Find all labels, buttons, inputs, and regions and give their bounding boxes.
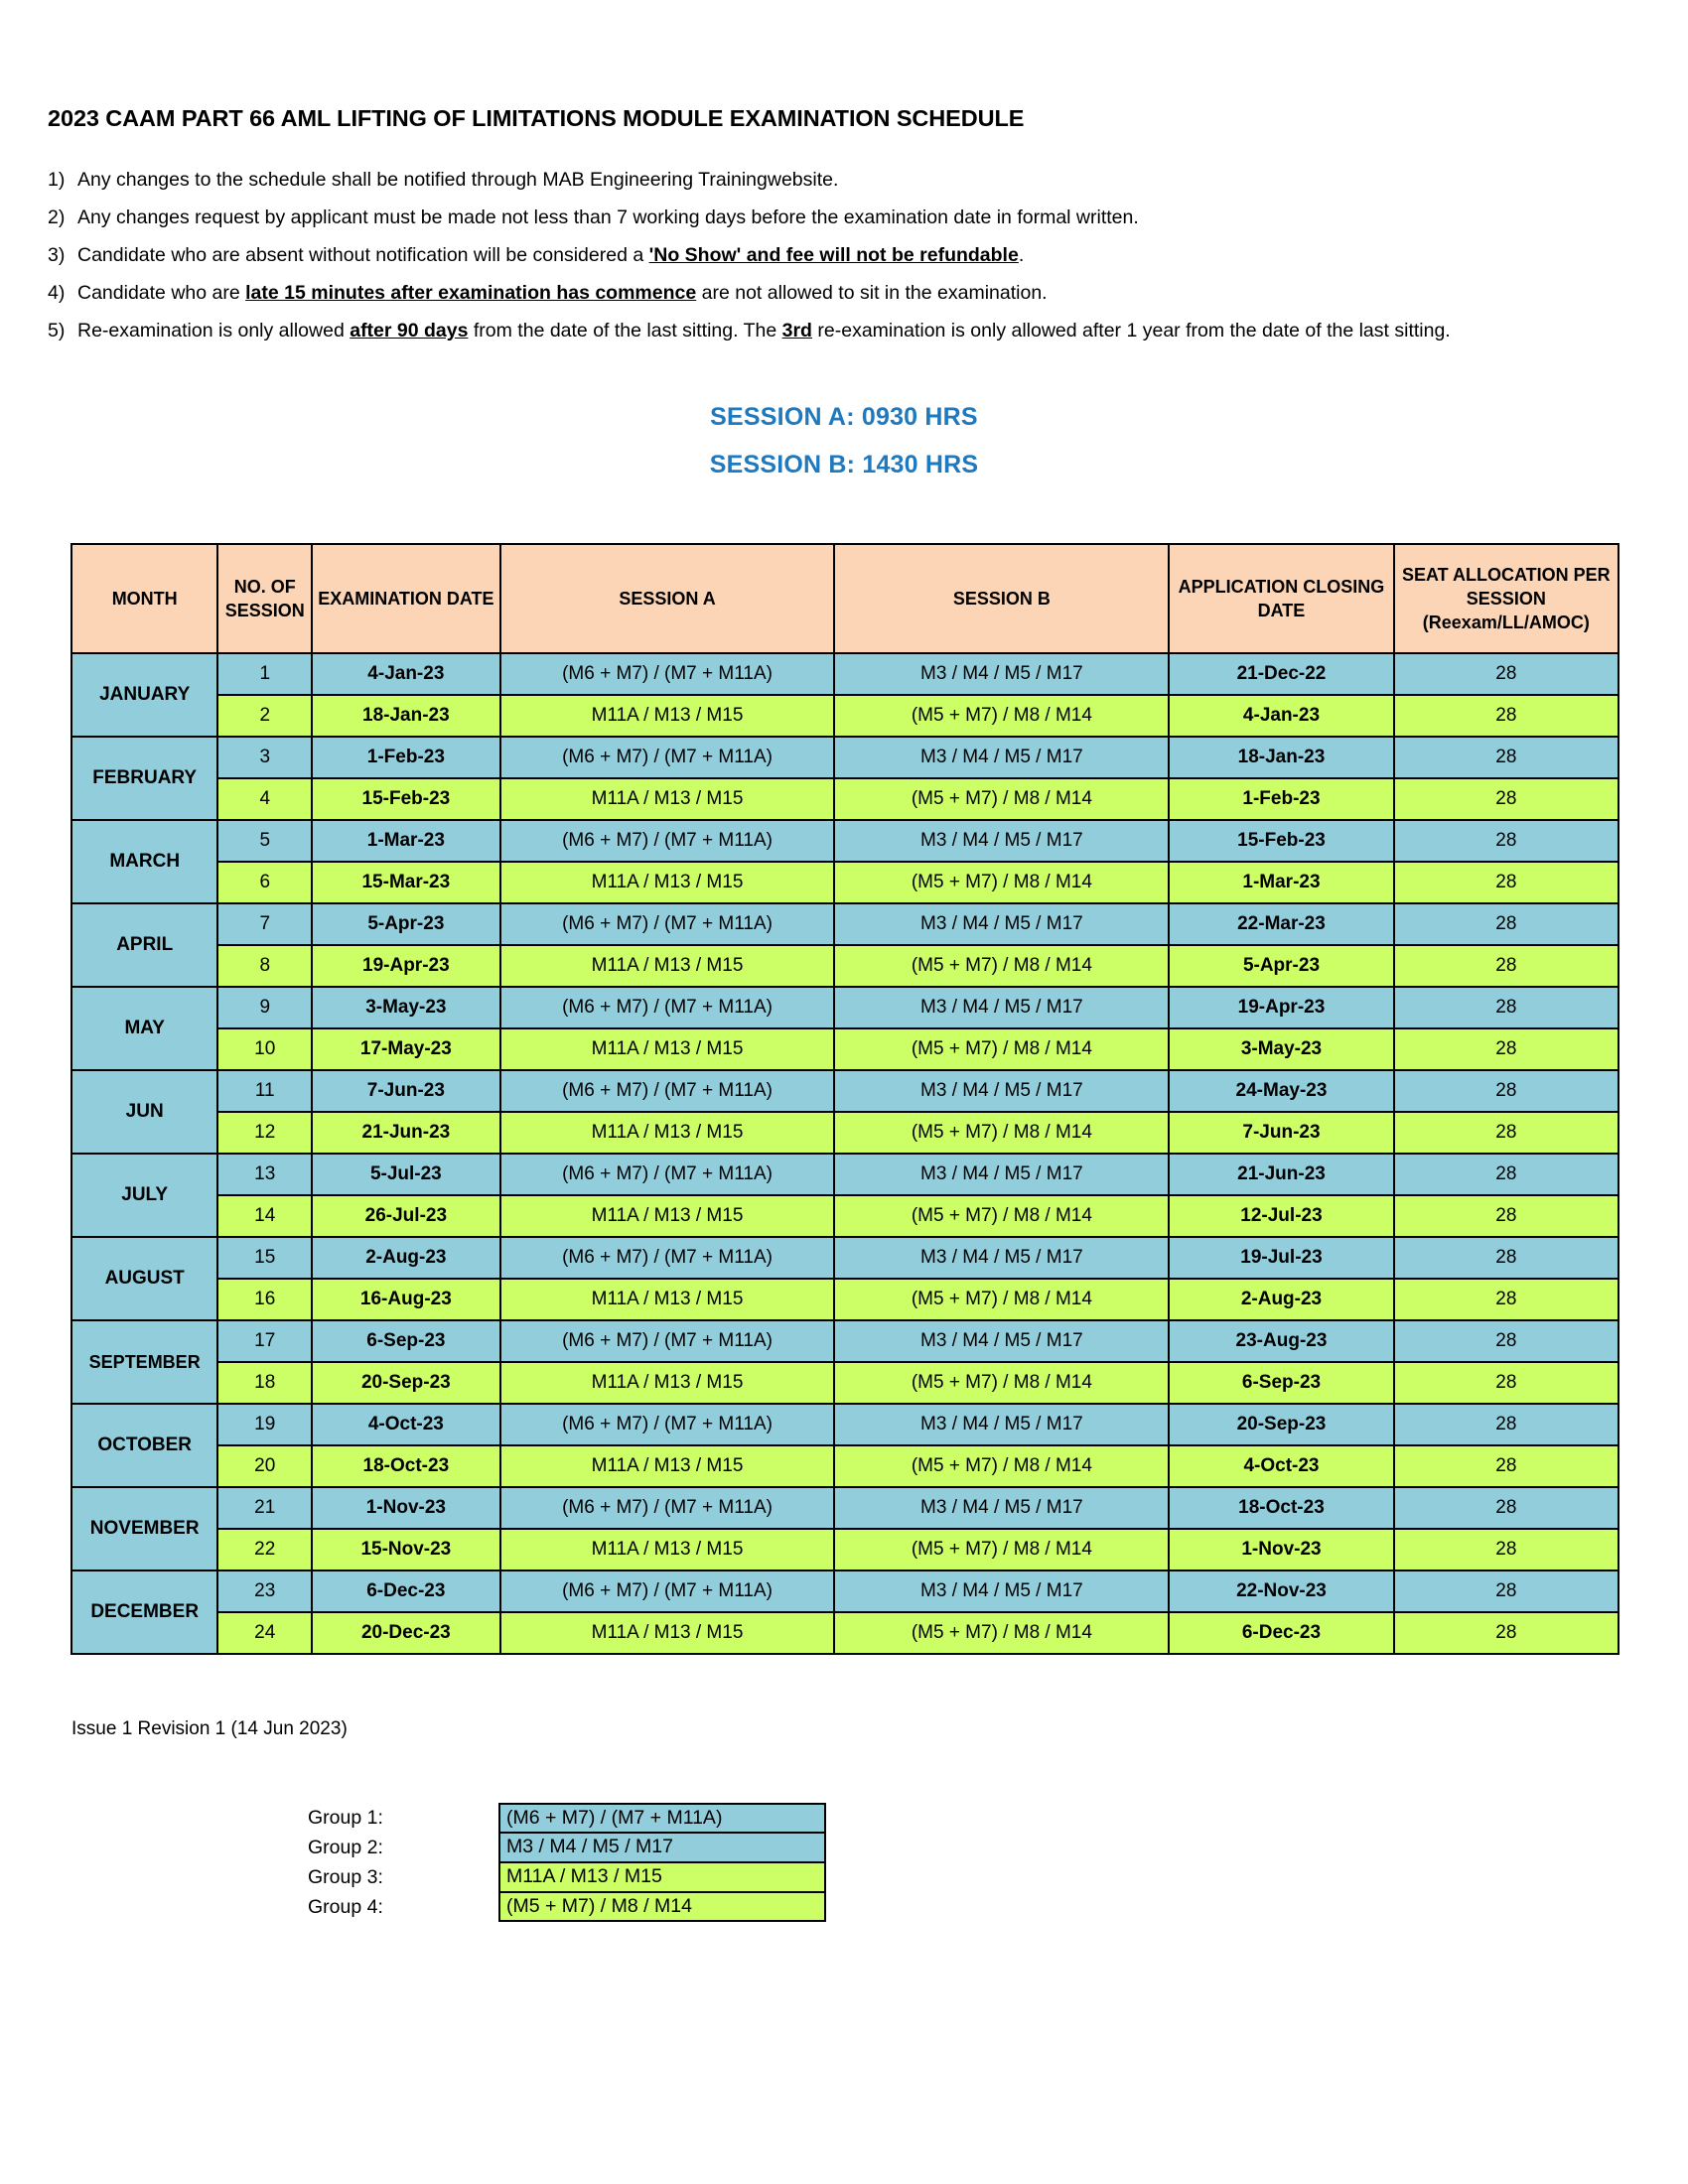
cell-session-a: (M6 + M7) / (M7 + M11A) bbox=[500, 903, 835, 945]
cell-seat-allocation: 28 bbox=[1394, 1154, 1618, 1195]
cell-session-b: M3 / M4 / M5 / M17 bbox=[834, 1487, 1169, 1529]
table-row bbox=[71, 1487, 1618, 1529]
cell-examination-date: 20-Sep-23 bbox=[312, 1362, 499, 1404]
cell-application-closing-date: 6-Dec-23 bbox=[1169, 1612, 1393, 1654]
table-body bbox=[71, 653, 1618, 1654]
cell-session-a: M11A / M13 / M15 bbox=[500, 862, 835, 903]
cell-session-a: M11A / M13 / M15 bbox=[500, 1362, 835, 1404]
note-text: Any changes to the schedule shall be notified through MAB Engineering Trainingwebsite. bbox=[77, 169, 839, 191]
cell-session-b: M3 / M4 / M5 / M17 bbox=[834, 737, 1169, 778]
col-header-month: MONTH bbox=[71, 544, 217, 653]
legend-row bbox=[308, 1892, 826, 1922]
legend-label: Group 4: bbox=[308, 1895, 383, 1918]
group-legend bbox=[308, 1803, 826, 1922]
legend-label: Group 3: bbox=[308, 1865, 383, 1888]
cell-session-b: M3 / M4 / M5 / M17 bbox=[834, 820, 1169, 862]
cell-session-b: (M5 + M7) / M8 / M14 bbox=[834, 1112, 1169, 1154]
cell-session-number: 1 bbox=[217, 653, 312, 695]
cell-session-number: 13 bbox=[217, 1154, 312, 1195]
table-row bbox=[71, 1070, 1618, 1112]
cell-application-closing-date: 1-Nov-23 bbox=[1169, 1529, 1393, 1570]
cell-session-number: 22 bbox=[217, 1529, 312, 1570]
cell-application-closing-date: 19-Apr-23 bbox=[1169, 987, 1393, 1028]
col-header-seat-allocation bbox=[1394, 544, 1618, 653]
cell-application-closing-date: 18-Jan-23 bbox=[1169, 737, 1393, 778]
table-header bbox=[71, 544, 1618, 653]
cell-session-a: (M6 + M7) / (M7 + M11A) bbox=[500, 1320, 835, 1362]
cell-session-a: M11A / M13 / M15 bbox=[500, 1112, 835, 1154]
cell-examination-date: 17-May-23 bbox=[312, 1028, 499, 1070]
legend-value-box: (M5 + M7) / M8 / M14 bbox=[498, 1892, 826, 1922]
cell-application-closing-date: 1-Feb-23 bbox=[1169, 778, 1393, 820]
session-b-time: SESSION B: 1430 HRS bbox=[709, 451, 979, 478]
cell-examination-date: 18-Jan-23 bbox=[312, 695, 499, 737]
cell-examination-date: 7-Jun-23 bbox=[312, 1070, 499, 1112]
note-number: 5) bbox=[48, 320, 66, 341]
col-header-seat-allocation-sub: (Reexam/LL/AMOC) bbox=[1422, 613, 1590, 632]
table-row bbox=[71, 1028, 1618, 1070]
cell-session-number: 20 bbox=[217, 1445, 312, 1487]
cell-session-b: M3 / M4 / M5 / M17 bbox=[834, 1570, 1169, 1612]
cell-application-closing-date: 5-Apr-23 bbox=[1169, 945, 1393, 987]
cell-examination-date: 15-Feb-23 bbox=[312, 778, 499, 820]
table-header-row bbox=[71, 544, 1618, 653]
col-header-examination-date bbox=[312, 544, 499, 653]
col-header-session-a: SESSION A bbox=[500, 544, 835, 653]
page-title: 2023 CAAM PART 66 AML LIFTING OF LIMITATIONS MODULE EXAMINATION SCHEDULE bbox=[48, 105, 1025, 131]
cell-examination-date: 1-Feb-23 bbox=[312, 737, 499, 778]
session-times bbox=[0, 393, 1688, 488]
table-row bbox=[71, 1320, 1618, 1362]
legend-row bbox=[308, 1862, 826, 1892]
cell-session-a: M11A / M13 / M15 bbox=[500, 1445, 835, 1487]
cell-month: NOVEMBER bbox=[71, 1487, 217, 1570]
cell-session-a: (M6 + M7) / (M7 + M11A) bbox=[500, 1237, 835, 1279]
cell-session-a: M11A / M13 / M15 bbox=[500, 1529, 835, 1570]
cell-month: JANUARY bbox=[71, 653, 217, 737]
table-row bbox=[71, 1154, 1618, 1195]
table-row bbox=[71, 1445, 1618, 1487]
cell-session-b: M3 / M4 / M5 / M17 bbox=[834, 1404, 1169, 1445]
table-row bbox=[71, 820, 1618, 862]
legend-label: Group 1: bbox=[308, 1806, 383, 1829]
note-item bbox=[48, 203, 1636, 233]
cell-seat-allocation: 28 bbox=[1394, 1404, 1618, 1445]
table-row bbox=[71, 1570, 1618, 1612]
cell-session-number: 19 bbox=[217, 1404, 312, 1445]
cell-examination-date: 4-Oct-23 bbox=[312, 1404, 499, 1445]
cell-session-a: (M6 + M7) / (M7 + M11A) bbox=[500, 1487, 835, 1529]
cell-session-a: M11A / M13 / M15 bbox=[500, 1279, 835, 1320]
cell-examination-date: 20-Dec-23 bbox=[312, 1612, 499, 1654]
cell-session-a: M11A / M13 / M15 bbox=[500, 1612, 835, 1654]
cell-month: SEPTEMBER bbox=[71, 1320, 217, 1404]
note-number: 2) bbox=[48, 206, 66, 228]
cell-session-number: 12 bbox=[217, 1112, 312, 1154]
table-row bbox=[71, 862, 1618, 903]
note-emphasis: 'No Show' and fee will not be refundable bbox=[648, 244, 1019, 266]
cell-examination-date: 5-Apr-23 bbox=[312, 903, 499, 945]
col-header-no-of-session bbox=[217, 544, 312, 653]
cell-examination-date: 4-Jan-23 bbox=[312, 653, 499, 695]
cell-session-b: (M5 + M7) / M8 / M14 bbox=[834, 1279, 1169, 1320]
cell-session-number: 2 bbox=[217, 695, 312, 737]
cell-seat-allocation: 28 bbox=[1394, 1195, 1618, 1237]
issue-revision-line: Issue 1 Revision 1 (14 Jun 2023) bbox=[71, 1718, 348, 1739]
note-item bbox=[48, 240, 1636, 271]
cell-session-number: 15 bbox=[217, 1237, 312, 1279]
cell-examination-date: 5-Jul-23 bbox=[312, 1154, 499, 1195]
legend-value-box: M11A / M13 / M15 bbox=[498, 1862, 826, 1892]
cell-seat-allocation: 28 bbox=[1394, 778, 1618, 820]
legend-label: Group 2: bbox=[308, 1836, 383, 1858]
table-row bbox=[71, 737, 1618, 778]
cell-seat-allocation: 28 bbox=[1394, 945, 1618, 987]
cell-month: MAY bbox=[71, 987, 217, 1070]
cell-application-closing-date: 6-Sep-23 bbox=[1169, 1362, 1393, 1404]
note-text: Re-examination is only allowed after 90 days from the date of the last sitting. The 3rd re-examination is only allowed after 1 year from the date of the last sitting. bbox=[77, 320, 1451, 341]
cell-examination-date: 26-Jul-23 bbox=[312, 1195, 499, 1237]
cell-month: AUGUST bbox=[71, 1237, 217, 1320]
cell-session-b: M3 / M4 / M5 / M17 bbox=[834, 653, 1169, 695]
cell-session-b: M3 / M4 / M5 / M17 bbox=[834, 1320, 1169, 1362]
note-item bbox=[48, 278, 1636, 309]
cell-session-number: 10 bbox=[217, 1028, 312, 1070]
table-row bbox=[71, 1362, 1618, 1404]
cell-seat-allocation: 28 bbox=[1394, 1070, 1618, 1112]
col-header-examination-date-text: EXAMINATION DATE bbox=[318, 589, 494, 609]
cell-session-b: M3 / M4 / M5 / M17 bbox=[834, 1237, 1169, 1279]
cell-application-closing-date: 19-Jul-23 bbox=[1169, 1237, 1393, 1279]
cell-seat-allocation: 28 bbox=[1394, 695, 1618, 737]
cell-seat-allocation: 28 bbox=[1394, 903, 1618, 945]
cell-session-a: (M6 + M7) / (M7 + M11A) bbox=[500, 653, 835, 695]
table-row bbox=[71, 903, 1618, 945]
note-emphasis: after 90 days bbox=[350, 320, 469, 341]
legend-value-box: (M6 + M7) / (M7 + M11A) bbox=[498, 1803, 826, 1833]
cell-application-closing-date: 3-May-23 bbox=[1169, 1028, 1393, 1070]
note-number: 1) bbox=[48, 169, 66, 191]
cell-application-closing-date: 1-Mar-23 bbox=[1169, 862, 1393, 903]
cell-application-closing-date: 20-Sep-23 bbox=[1169, 1404, 1393, 1445]
cell-seat-allocation: 28 bbox=[1394, 1112, 1618, 1154]
cell-session-number: 5 bbox=[217, 820, 312, 862]
cell-application-closing-date: 2-Aug-23 bbox=[1169, 1279, 1393, 1320]
cell-application-closing-date: 22-Mar-23 bbox=[1169, 903, 1393, 945]
cell-session-b: M3 / M4 / M5 / M17 bbox=[834, 987, 1169, 1028]
cell-seat-allocation: 28 bbox=[1394, 653, 1618, 695]
cell-examination-date: 15-Mar-23 bbox=[312, 862, 499, 903]
cell-session-b: M3 / M4 / M5 / M17 bbox=[834, 1154, 1169, 1195]
cell-session-b: (M5 + M7) / M8 / M14 bbox=[834, 862, 1169, 903]
cell-session-number: 6 bbox=[217, 862, 312, 903]
col-header-session-b: SESSION B bbox=[834, 544, 1169, 653]
col-header-no-of-session-text: NO. OF SESSION bbox=[224, 577, 305, 620]
table-row bbox=[71, 778, 1618, 820]
cell-examination-date: 2-Aug-23 bbox=[312, 1237, 499, 1279]
cell-examination-date: 19-Apr-23 bbox=[312, 945, 499, 987]
schedule-table-wrapper bbox=[70, 543, 1619, 1655]
note-item bbox=[48, 316, 1636, 348]
cell-session-b: (M5 + M7) / M8 / M14 bbox=[834, 1362, 1169, 1404]
cell-session-b: (M5 + M7) / M8 / M14 bbox=[834, 1028, 1169, 1070]
note-text: Candidate who are late 15 minutes after examination has commence are not allowed to sit in the examination. bbox=[77, 282, 1048, 304]
table-row bbox=[71, 1237, 1618, 1279]
cell-examination-date: 1-Nov-23 bbox=[312, 1487, 499, 1529]
cell-seat-allocation: 28 bbox=[1394, 1529, 1618, 1570]
cell-application-closing-date: 21-Jun-23 bbox=[1169, 1154, 1393, 1195]
cell-session-number: 7 bbox=[217, 903, 312, 945]
cell-session-a: M11A / M13 / M15 bbox=[500, 1028, 835, 1070]
cell-session-number: 23 bbox=[217, 1570, 312, 1612]
cell-examination-date: 1-Mar-23 bbox=[312, 820, 499, 862]
cell-seat-allocation: 28 bbox=[1394, 1279, 1618, 1320]
cell-session-a: M11A / M13 / M15 bbox=[500, 945, 835, 987]
cell-session-a: (M6 + M7) / (M7 + M11A) bbox=[500, 737, 835, 778]
cell-seat-allocation: 28 bbox=[1394, 1445, 1618, 1487]
cell-application-closing-date: 24-May-23 bbox=[1169, 1070, 1393, 1112]
cell-application-closing-date: 21-Dec-22 bbox=[1169, 653, 1393, 695]
table-row bbox=[71, 1112, 1618, 1154]
cell-session-a: (M6 + M7) / (M7 + M11A) bbox=[500, 1154, 835, 1195]
cell-session-b: (M5 + M7) / M8 / M14 bbox=[834, 1529, 1169, 1570]
cell-session-number: 9 bbox=[217, 987, 312, 1028]
cell-application-closing-date: 4-Jan-23 bbox=[1169, 695, 1393, 737]
note-emphasis: late 15 minutes after examination has commence bbox=[245, 282, 697, 304]
table-row bbox=[71, 1279, 1618, 1320]
note-emphasis: 3rd bbox=[781, 320, 812, 341]
cell-session-number: 21 bbox=[217, 1487, 312, 1529]
cell-session-b: M3 / M4 / M5 / M17 bbox=[834, 1070, 1169, 1112]
cell-session-number: 3 bbox=[217, 737, 312, 778]
cell-examination-date: 21-Jun-23 bbox=[312, 1112, 499, 1154]
table-row bbox=[71, 945, 1618, 987]
cell-application-closing-date: 23-Aug-23 bbox=[1169, 1320, 1393, 1362]
cell-session-b: (M5 + M7) / M8 / M14 bbox=[834, 945, 1169, 987]
cell-month: APRIL bbox=[71, 903, 217, 987]
cell-seat-allocation: 28 bbox=[1394, 1570, 1618, 1612]
col-header-application-closing-date bbox=[1169, 544, 1393, 653]
cell-examination-date: 16-Aug-23 bbox=[312, 1279, 499, 1320]
cell-session-a: (M6 + M7) / (M7 + M11A) bbox=[500, 1570, 835, 1612]
table-row bbox=[71, 1612, 1618, 1654]
cell-session-a: (M6 + M7) / (M7 + M11A) bbox=[500, 820, 835, 862]
cell-seat-allocation: 28 bbox=[1394, 1362, 1618, 1404]
cell-session-number: 11 bbox=[217, 1070, 312, 1112]
legend-row bbox=[308, 1833, 826, 1862]
note-number: 4) bbox=[48, 282, 66, 304]
cell-session-b: (M5 + M7) / M8 / M14 bbox=[834, 1445, 1169, 1487]
cell-session-number: 14 bbox=[217, 1195, 312, 1237]
note-text: Any changes request by applicant must be made not less than 7 working days before the examination date in formal written. bbox=[77, 206, 1139, 228]
cell-session-a: M11A / M13 / M15 bbox=[500, 1195, 835, 1237]
cell-month: MARCH bbox=[71, 820, 217, 903]
table-row bbox=[71, 1529, 1618, 1570]
table-row bbox=[71, 1195, 1618, 1237]
cell-session-number: 17 bbox=[217, 1320, 312, 1362]
note-item bbox=[48, 165, 1636, 196]
cell-session-number: 24 bbox=[217, 1612, 312, 1654]
cell-seat-allocation: 28 bbox=[1394, 1237, 1618, 1279]
cell-month: OCTOBER bbox=[71, 1404, 217, 1487]
cell-session-number: 16 bbox=[217, 1279, 312, 1320]
cell-examination-date: 15-Nov-23 bbox=[312, 1529, 499, 1570]
cell-session-b: (M5 + M7) / M8 / M14 bbox=[834, 778, 1169, 820]
cell-seat-allocation: 28 bbox=[1394, 862, 1618, 903]
legend-value-box: M3 / M4 / M5 / M17 bbox=[498, 1833, 826, 1862]
cell-session-number: 18 bbox=[217, 1362, 312, 1404]
table-row bbox=[71, 653, 1618, 695]
cell-application-closing-date: 12-Jul-23 bbox=[1169, 1195, 1393, 1237]
table-row bbox=[71, 987, 1618, 1028]
cell-examination-date: 6-Dec-23 bbox=[312, 1570, 499, 1612]
col-header-application-closing-date-text: APPLICATION CLOSING DATE bbox=[1178, 577, 1385, 620]
cell-month: JULY bbox=[71, 1154, 217, 1237]
examination-schedule-table bbox=[70, 543, 1619, 1655]
cell-seat-allocation: 28 bbox=[1394, 987, 1618, 1028]
col-header-seat-allocation-main: SEAT ALLOCATION PER SESSION bbox=[1401, 565, 1611, 609]
cell-session-b: (M5 + M7) / M8 / M14 bbox=[834, 1195, 1169, 1237]
cell-month: FEBRUARY bbox=[71, 737, 217, 820]
cell-session-a: M11A / M13 / M15 bbox=[500, 695, 835, 737]
cell-session-b: (M5 + M7) / M8 / M14 bbox=[834, 1612, 1169, 1654]
cell-examination-date: 18-Oct-23 bbox=[312, 1445, 499, 1487]
session-a-time: SESSION A: 0930 HRS bbox=[710, 403, 978, 431]
cell-session-number: 8 bbox=[217, 945, 312, 987]
cell-application-closing-date: 22-Nov-23 bbox=[1169, 1570, 1393, 1612]
cell-seat-allocation: 28 bbox=[1394, 820, 1618, 862]
table-row bbox=[71, 1404, 1618, 1445]
cell-session-a: (M6 + M7) / (M7 + M11A) bbox=[500, 1404, 835, 1445]
cell-session-a: M11A / M13 / M15 bbox=[500, 778, 835, 820]
cell-examination-date: 6-Sep-23 bbox=[312, 1320, 499, 1362]
cell-month: JUN bbox=[71, 1070, 217, 1154]
cell-seat-allocation: 28 bbox=[1394, 1028, 1618, 1070]
cell-session-a: (M6 + M7) / (M7 + M11A) bbox=[500, 1070, 835, 1112]
cell-application-closing-date: 15-Feb-23 bbox=[1169, 820, 1393, 862]
cell-seat-allocation: 28 bbox=[1394, 1487, 1618, 1529]
cell-session-number: 4 bbox=[217, 778, 312, 820]
cell-seat-allocation: 28 bbox=[1394, 737, 1618, 778]
cell-application-closing-date: 7-Jun-23 bbox=[1169, 1112, 1393, 1154]
legend-row bbox=[308, 1803, 826, 1833]
cell-session-b: (M5 + M7) / M8 / M14 bbox=[834, 695, 1169, 737]
cell-seat-allocation: 28 bbox=[1394, 1612, 1618, 1654]
note-text: Candidate who are absent without notification will be considered a 'No Show' and fee will not be refundable. bbox=[77, 244, 1025, 266]
cell-application-closing-date: 4-Oct-23 bbox=[1169, 1445, 1393, 1487]
cell-seat-allocation: 28 bbox=[1394, 1320, 1618, 1362]
cell-application-closing-date: 18-Oct-23 bbox=[1169, 1487, 1393, 1529]
cell-session-b: M3 / M4 / M5 / M17 bbox=[834, 903, 1169, 945]
cell-examination-date: 3-May-23 bbox=[312, 987, 499, 1028]
notes-list bbox=[48, 165, 1636, 355]
cell-month: DECEMBER bbox=[71, 1570, 217, 1654]
cell-session-a: (M6 + M7) / (M7 + M11A) bbox=[500, 987, 835, 1028]
note-number: 3) bbox=[48, 244, 66, 266]
table-row bbox=[71, 695, 1618, 737]
